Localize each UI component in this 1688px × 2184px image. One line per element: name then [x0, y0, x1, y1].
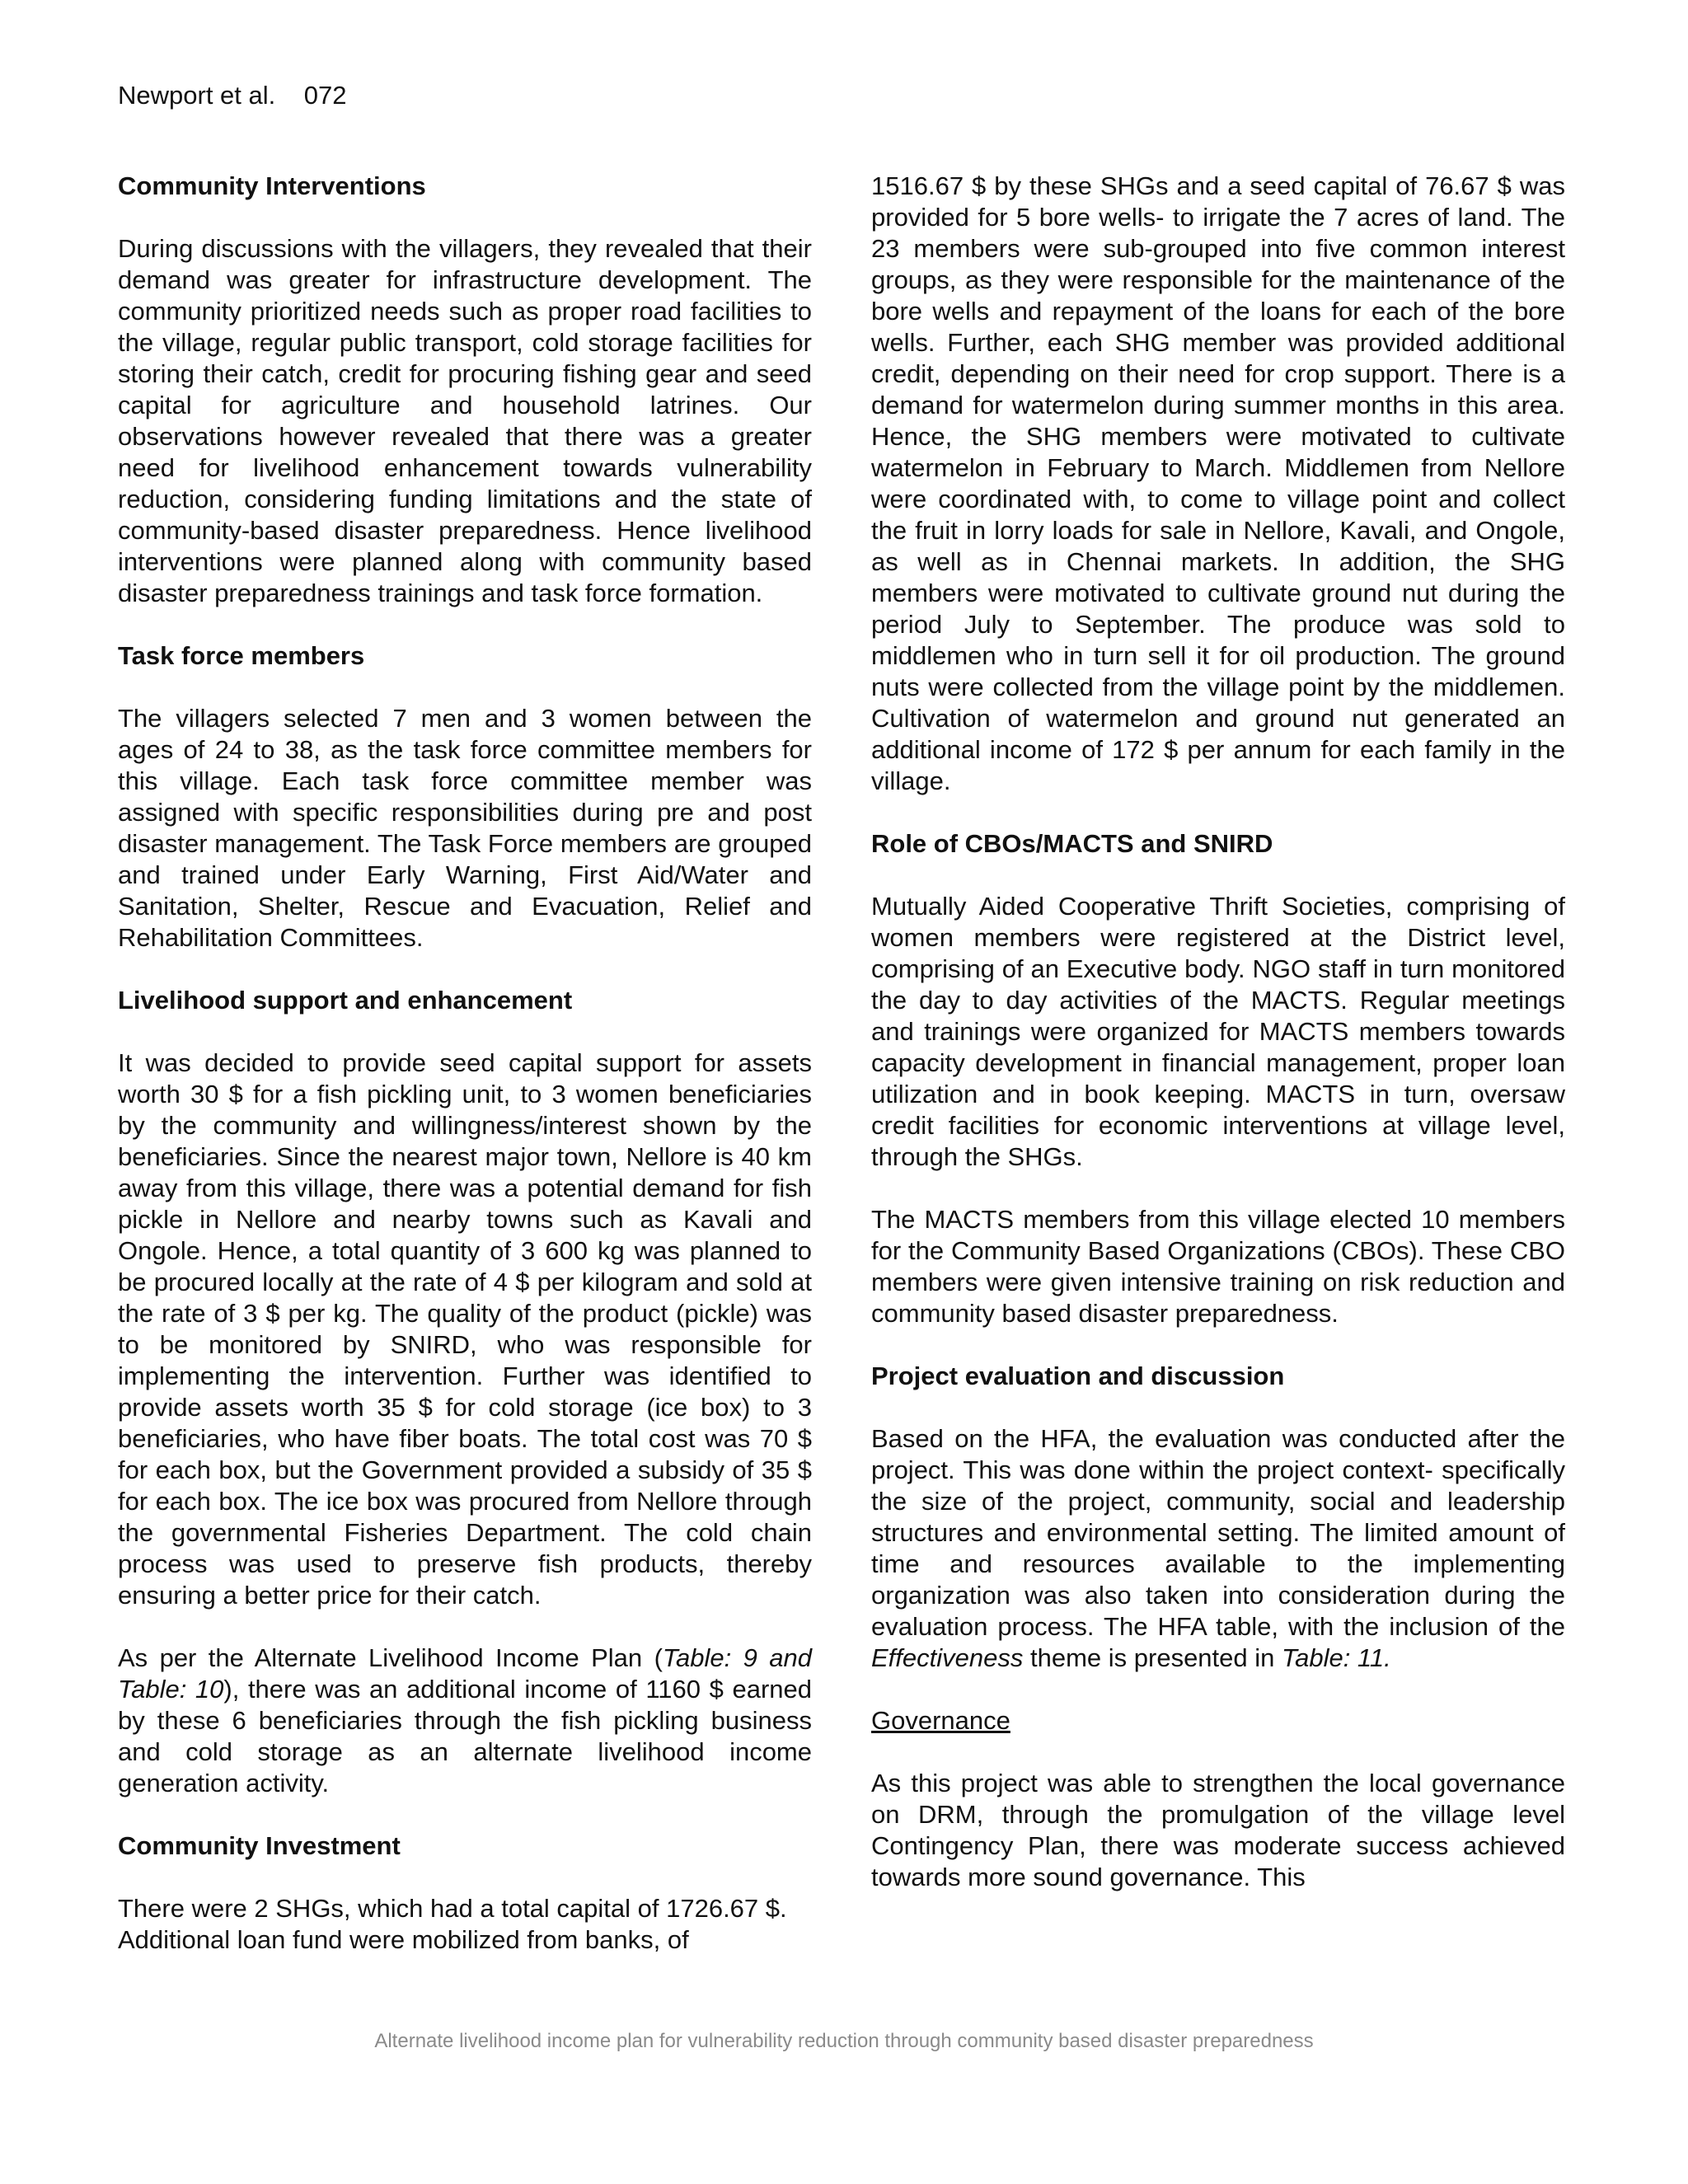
paragraph-governance: As this project was able to strengthen the local governance on DRM, through the promulgation of the village level Contingency Plan, there was moderate success achieved towards more sound governance. This [871, 1769, 1565, 1891]
paragraph-livelihood-1: It was decided to provide seed capital support for assets worth 30 $ for a fish pickling unit, to 3 women beneficiaries by the community and willingness/interest shown by the beneficiaries. Since the nearest major town, Nellore is 40 km away from this village, there was a potential demand for fish pickle in Nellore and nearby towns such as Kavali and Ongole. Hence, a total quantity of 3 600 kg was planned to be procured locally at the rate of 4 $ per kilogram and sold at the rate of 3 $ per kg. The quality of the product (pickle) was to be monitored by SNIRD, who was responsible for implementing the intervention. Further was identified to provide assets worth 35 $ for cold storage (ice box) to 3 beneficiaries, who have fiber boats. The total cost was 70 $ for each box, but the Government provided a subsidy of 35 $ for each box. The ice box was procured from Nellore through the governmental Fisheries Department. The cold chain process was used to preserve fish products, thereby ensuring a better price for their catch. [118, 1048, 812, 1610]
paragraph-community-interventions: During discussions with the villagers, they revealed that their demand was greater for infrastructure development. The community prioritized needs such as proper road facilities to the village, regular public transport, cold storage facilities for storing their catch, credit for procuring fishing gear and seed capital for agriculture and household latrines. Our observations however revealed that there was a greater need for livelihood enhancement towards vulnerability reduction, considering funding limitations and the state of community-based disaster preparedness. Hence livelihood interventions were planned along with community based disaster preparedness trainings and task force formation. [118, 234, 812, 607]
page-header [118, 79, 346, 112]
livelihood-2-end: ), there was an additional income of 1160 $ earned by these 6 beneficiaries through the fish pickling business and cold storage as an alternate livelihood income generation activity. [118, 1675, 812, 1797]
paragraph-task-force: The villagers selected 7 men and 3 women between the ages of 24 to 38, as the task force committee members for this village. Each task force committee member was assigned with specific responsibilities during pre and post disaster management. The Task Force members are grouped and trained under Early Warning, First Aid/Water and Sanitation, Shelter, Rescue and Evacuation, Relief and Rehabilitation Committees. [118, 704, 812, 952]
section-heading-task-force: Task force members [118, 641, 365, 670]
paragraph-cbos-2: The MACTS members from this village elected 10 members for the Community Based Organizations (CBOs). These CBO members were given intensive training on risk reduction and community based disaster preparedness. [871, 1205, 1565, 1328]
section-heading-evaluation: Project evaluation and discussion [871, 1361, 1285, 1390]
paragraph-livelihood-2 [118, 1643, 812, 1799]
effectiveness-term: Effectiveness [871, 1643, 1024, 1672]
evaluation-mid: theme is presented in [1023, 1643, 1282, 1672]
section-heading-community-interventions: Community Interventions [118, 171, 426, 200]
section-heading-livelihood: Livelihood support and enhancement [118, 986, 573, 1015]
header-page-number: 072 [303, 81, 347, 110]
table-reference-11: Table: 11. [1282, 1643, 1391, 1672]
paragraph-investment-continuation: 1516.67 $ by these SHGs and a seed capital of 76.67 $ was provided for 5 bore wells- to irrigate the 7 acres of land. The 23 members were sub-grouped into five common interest groups, as they were responsible for the maintenance of the bore wells and repayment of the loans for each of the bore wells. Further, each SHG member was provided additional credit, depending on their need for crop support. There is a demand for watermelon during summer months in this area. Hence, the SHG members were motivated to cultivate watermelon in February to March. Middlemen from Nellore were coordinated with, to come to village point and collect the fruit in lorry loads for sale in Nellore, Kavali, and Ongole, as well as in Chennai markets. In addition, the SHG members were motivated to cultivate ground nut during the period July to September. The produce was sold to middlemen who in turn sell it for oil production. The ground nuts were collected from the village point by the middlemen. Cultivation of watermelon and ground nut generated an additional income of 172 $ per annum for each family in the village. [871, 171, 1565, 795]
running-footer: Alternate livelihood income plan for vulnerability reduction through community based disaster preparedness [374, 2030, 1314, 2052]
right-column [871, 171, 1565, 1893]
table-reference-9-10: Table: 9 and Table: 10 [118, 1643, 812, 1704]
livelihood-2-start: As per the Alternate Livelihood Income Plan ( [118, 1643, 663, 1672]
subsection-heading-governance: Governance [871, 1706, 1010, 1735]
paragraph-evaluation [871, 1423, 1565, 1674]
left-column [118, 171, 812, 1956]
paragraph-community-investment: There were 2 SHGs, which had a total capital of 1726.67 $. Additional loan fund were mobilized from banks, of [118, 1894, 787, 1954]
section-heading-community-investment: Community Investment [118, 1831, 401, 1860]
paragraph-cbos-1: Mutually Aided Cooperative Thrift Societies, comprising of women members were registered at the District level, comprising of an Executive body. NGO staff in turn monitored the day to day activities of the MACTS. Regular meetings and trainings were organized for MACTS members towards capacity development in financial management, proper loan utilization and in book keeping. MACTS in turn, oversaw credit facilities for economic interventions at village level, through the SHGs. [871, 892, 1565, 1171]
evaluation-start: Based on the HFA, the evaluation was conducted after the project. This was done within the project context- specifically the size of the project, community, social and leadership structures and environmental setting. The limited amount of time and resources available to the implementing organization was also taken into consideration during the evaluation process. The HFA table, with the inclusion of the [871, 1424, 1565, 1641]
section-heading-cbos: Role of CBOs/MACTS and SNIRD [871, 829, 1273, 858]
header-authors: Newport et al. [118, 81, 276, 110]
